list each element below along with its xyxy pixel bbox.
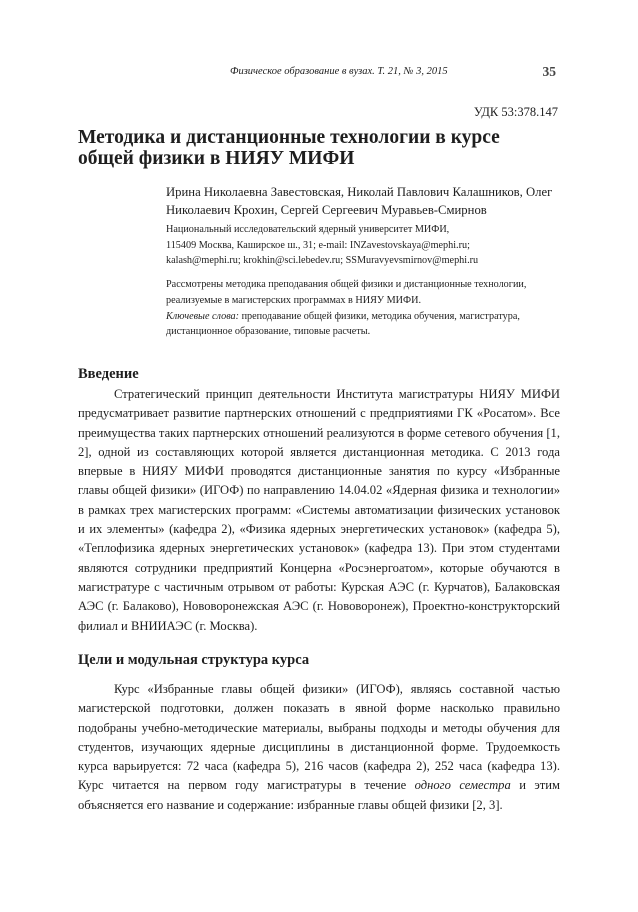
affiliation-line: Национальный исследовательский ядерный университет МИФИ, [166,224,450,235]
page-number: 35 [542,64,556,79]
keywords-line [166,309,566,341]
affiliation-line: 115409 Москва, Каширское ш., 31; e-mail: INZavestovskaya@mephi.ru; [166,239,470,251]
article-title: Методика и дистанционные технологии в курсе общей физики в НИЯУ МИФИ [78,127,500,169]
keywords-label: Ключевые слова: [166,310,240,322]
introduction-paragraph: Стратегический принцип деятельности Института магистратуры НИЯУ МИФИ предусматривает развитие партнерских отношений с предприятиями ГК «Росатом». Все преимущества таких партнерских отношений реализуются в форме сетевого обучения [1, 2], одной из составляющих которой является дистанционная методика. С 2013 года впервые в НИЯУ МИФИ проводятся дистанционные занятия по курсу «Избранные главы общей физики» (ИГОФ) по направлению 14.04.02 «Ядерная физика и технологии» в рамках трех магистерских программ: «Системы автоматизации физических установок и их элементы» (кафедра 2), «Физика ядерных энергетических установок» (кафедра 5), «Теплофизика ядерных энергетических установок» (кафедра 13). При этом студентами являются сотрудники предприятий Концерна «Росэнергоатом», которые обучаются в магистратуре с частичным отрывом от работы: Курская АЭС (г. Курчатов), Балаковская АЭС (г. Балаково), Нововоронежская АЭС (г. Нововоронеж), Проектно-конструкторский филиал и ВНИИАЭС (г. Москва). [78,387,560,633]
course-structure-paragraph [78,680,560,815]
affiliation-block [166,222,566,269]
emphasis-text: одного семестра [414,778,511,793]
author-list: Ирина Николаевна Завестовская, Николай Павлович Калашников, Олег Николаевич Крохин, Сергей Сергеевич Муравьев-Смирнов [166,185,553,217]
section-heading-course-structure: Цели и модульная структура курса [78,652,310,668]
affiliation-line: kalash@mephi.ru; krokhin@sci.lebedev.ru; SSMuravyevsmirnov@mephi.ru [166,255,479,266]
keywords-text: преподавание общей физики, методика обучения, магистратура, дистанционное образование, типовые расчеты. [166,310,520,338]
abstract-text: Рассмотрены методика преподавания общей физики и дистанционные технологии, реализуемые в магистерских программах в НИЯУ МИФИ. [166,279,527,306]
section-heading-introduction: Введение [78,366,139,382]
abstract-block [166,277,566,340]
journal-running-head: Физическое образование в вузах. Т. 21, № 3, 2015 [230,66,448,77]
paragraph-text: Курс «Избранные главы общей физики» (ИГОФ), являясь составной частью магистерской подготовки, должен показать в явной форме насколько правильно подобраны учебно-методические материалы, выбраны подходы и методы обучения для студентов, изучающих ядерные дисциплины в дистанционной форме. Трудоемкость курса варьируется: 72 часа (кафедра 5), 216 часов (кафедра 2), 252 часа (кафедра 13). Курс читается на первом году магистратуры в течение [78,682,560,793]
udk-code: УДК 53:378.147 [473,105,558,119]
paragraph-text: и этим объясняется его название и содержание: избранные главы общей физики [2, 3]. [78,778,560,812]
